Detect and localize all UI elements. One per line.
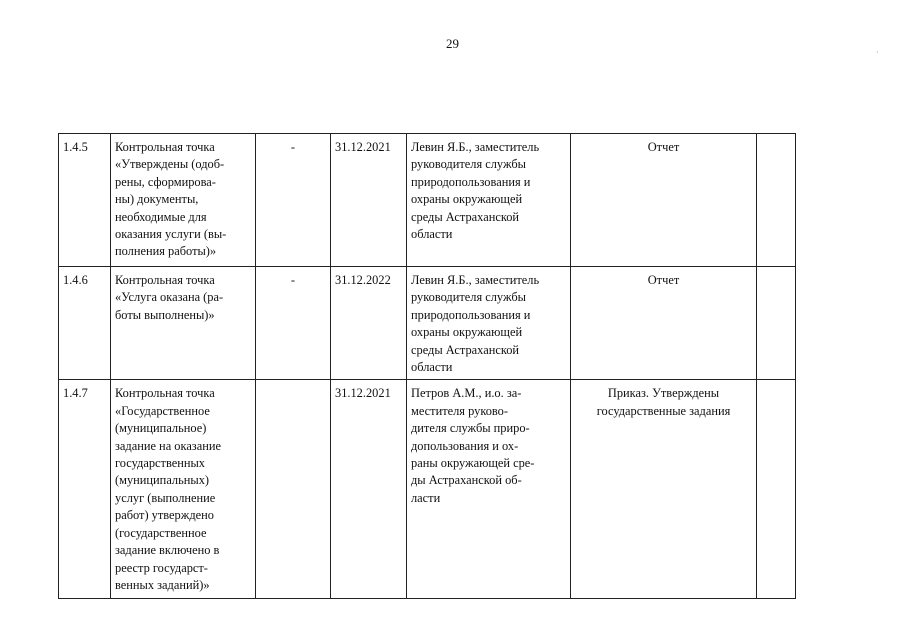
text-line: Левин Я.Б., заместитель: [411, 273, 540, 287]
text-line: допользования и ох-: [411, 438, 519, 453]
text-line: «Услуга оказана (ра-: [115, 290, 224, 305]
text-line: задание включено в: [115, 543, 220, 558]
text-line: «Утверждены (одоб-: [115, 157, 225, 172]
text-line: Контрольная точка: [115, 386, 215, 401]
end-date-cell: 31.12.2021: [331, 134, 407, 267]
control-point-name: [111, 134, 256, 267]
text-line: области: [411, 227, 453, 242]
empty-cell: [757, 380, 796, 599]
result-document-cell: [571, 267, 757, 380]
text-line: местителя руково-: [411, 403, 508, 418]
text-line: необходимые для: [115, 209, 207, 224]
text-line: природопользования и: [411, 307, 531, 322]
control-point-name: [111, 267, 256, 380]
table-row: [59, 267, 796, 380]
text-line: оказания услуги (вы-: [115, 227, 227, 242]
text-line: боты выполнены)»: [115, 307, 215, 322]
text-line: (государственное: [115, 525, 207, 540]
empty-cell: [757, 267, 796, 380]
text-line: раны окружающей сре-: [411, 456, 535, 471]
control-point-name: [111, 380, 256, 599]
end-date-cell: 31.12.2022: [331, 267, 407, 380]
end-date-cell: 31.12.2021: [331, 380, 407, 599]
text-line: ны) документы,: [115, 192, 199, 207]
text-line: (муниципальное): [115, 421, 207, 436]
text-line: области: [411, 360, 453, 375]
start-date-cell: [256, 380, 331, 599]
text-line: Контрольная точка: [115, 140, 215, 154]
text-line: среды Астраханской: [411, 342, 520, 357]
text-line: Петров А.М., и.о. за-: [411, 386, 522, 401]
result-document-cell: [571, 134, 757, 267]
result-document-cell: [571, 380, 757, 599]
responsible-cell: [407, 267, 571, 380]
table-row: [59, 380, 796, 599]
text-line: Приказ. Утверждены: [607, 386, 720, 401]
item-number: 1.4.5: [59, 134, 111, 267]
text-line: руководителя службы: [411, 290, 526, 305]
text-line: Отчет: [647, 273, 680, 287]
text-line: услуг (выполнение: [115, 490, 216, 505]
text-line: рены, сформирова-: [115, 174, 216, 189]
text-line: реестр государст-: [115, 560, 208, 575]
text-line: государственных: [115, 456, 206, 471]
text-line: ласти: [411, 490, 441, 505]
text-line: венных заданий)»: [115, 577, 210, 592]
text-line: работ) утверждено: [115, 508, 214, 523]
text-line: ды Астраханской об-: [411, 473, 522, 488]
responsible-cell: [407, 134, 571, 267]
table-row: [59, 134, 796, 267]
text-line: Отчет: [647, 140, 680, 154]
text-line: среды Астраханской: [411, 209, 520, 224]
start-date-cell: -: [256, 134, 331, 267]
text-line: дителя службы приро-: [411, 421, 530, 436]
text-line: государственные задания: [596, 403, 731, 418]
text-line: охраны окружающей: [411, 325, 523, 340]
text-line: Левин Я.Б., заместитель: [411, 140, 540, 154]
text-line: природопользования и: [411, 174, 531, 189]
responsible-cell: [407, 380, 571, 599]
text-line: руководителя службы: [411, 157, 526, 172]
text-line: (муниципальных): [115, 473, 210, 488]
page-number: 29: [446, 36, 459, 51]
control-points-table: [58, 133, 796, 599]
item-number: 1.4.6: [59, 267, 111, 380]
text-line: Контрольная точка: [115, 273, 215, 287]
text-line: полнения работы)»: [115, 244, 217, 259]
text-line: охраны окружающей: [411, 192, 523, 207]
text-line: «Государственное: [115, 403, 210, 418]
item-number: 1.4.7: [59, 380, 111, 599]
start-date-cell: -: [256, 267, 331, 380]
empty-cell: [757, 134, 796, 267]
edge-mark: ·: [876, 48, 879, 57]
text-line: задание на оказание: [115, 438, 221, 453]
